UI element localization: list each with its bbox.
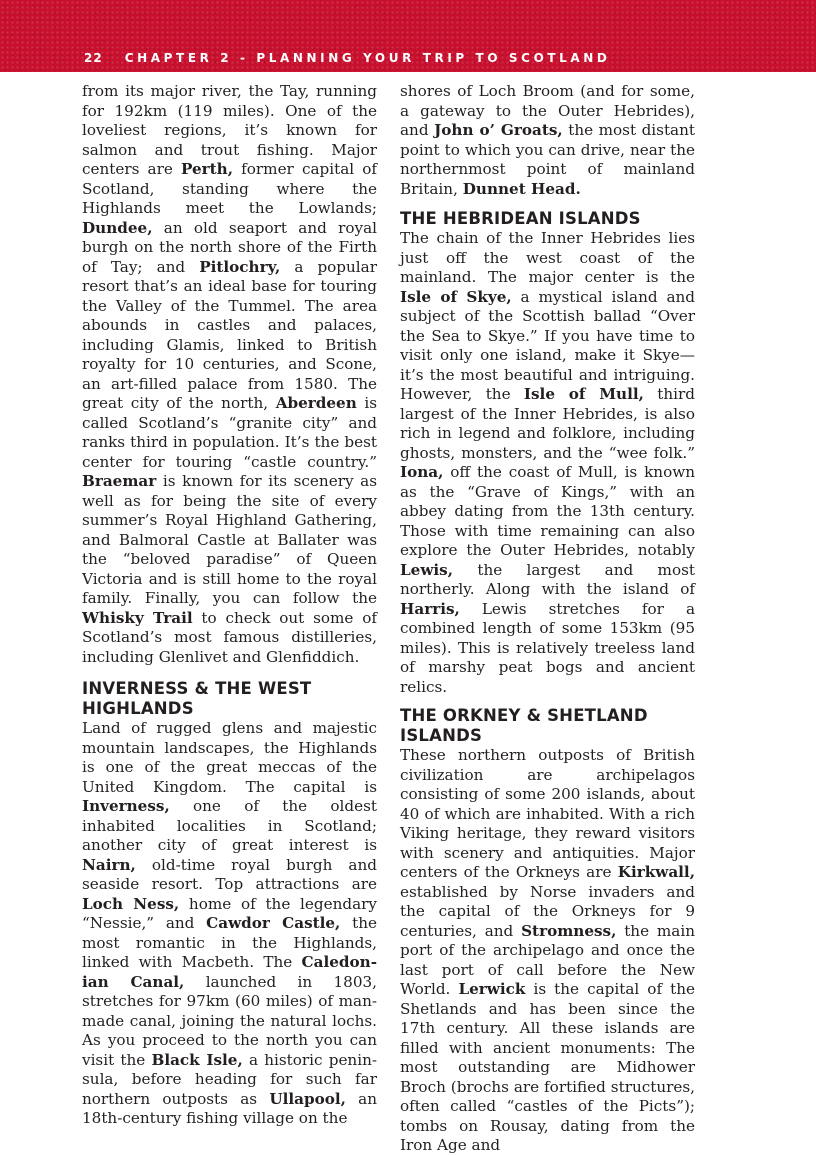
- bold-place-name: Cawdor Castle,: [206, 914, 341, 932]
- paragraph-hebrides: [400, 229, 695, 697]
- bold-place-name: Stromness,: [521, 921, 617, 940]
- bold-place-name: Caledonian Canal,: [82, 953, 377, 991]
- text-run: is the capital of the Shetlands and has been since the 17th century. All these islands are filled with ancient monuments: The most outstanding are Midhower Broch (brochs are fortified structures, often called “castles of the Picts”); tombs on Rousay, dating from the Iron Age and: [400, 980, 695, 1154]
- text-run: These northern outposts of British civilization are archipelagos consisting of some 200 islands, about 40 of which are inhabited. With a rich Viking heritage, they reward visitors with scenery and antiquities. Major centers of the Orkneys are: [400, 746, 695, 881]
- text-run: an 18th-century fishing village on the: [82, 1089, 377, 1127]
- bold-place-name: Isle of Skye,: [400, 287, 512, 306]
- heading-orkney-shetland: THE ORKNEY & SHETLAND ISLANDS: [400, 706, 648, 745]
- bold-place-name: Ullapool,: [269, 1089, 346, 1108]
- text-run: an old seaport and royal burgh on the north shore of the Firth of Tay; and: [82, 218, 377, 276]
- bold-place-name: Perth,: [180, 160, 234, 178]
- text-run: launched in 1803, stretches for 97km (60 miles) of man-made canal, joining the natural lochs. As you proceed to the north you can visit the: [82, 972, 377, 1069]
- text-run: shores of Loch Broom (and for some, a gateway to the Outer Hebrides), and: [400, 82, 695, 139]
- bold-place-name: Lerwick: [458, 980, 526, 998]
- text-run: home of the legendary “Nessie,” and: [82, 894, 377, 932]
- bold-place-name: Dunnet Head.: [462, 179, 581, 198]
- text-run: the most distant point to which you can drive, near the northernmost point of mainland Britain,: [400, 121, 695, 198]
- bold-place-name: Dundee,: [82, 218, 153, 237]
- bold-place-name: Black Isle,: [151, 1050, 243, 1069]
- text-run: Lewis stretches for a combined length of some 153km (95 miles). This is relatively treeless land of marshy peat bogs and ancient relics.: [400, 599, 695, 696]
- text-run: off the coast of Mull, is known as the “Grave of Kings,” with an abbey dating from the 13th century. Those with time remaining can also explore the Outer Hebrides, notably: [400, 463, 695, 559]
- bold-place-name: Whisky Trail: [82, 608, 193, 627]
- page-number: 22: [84, 51, 103, 65]
- heading-inverness-west-highlands: INVERNESS & THE WEST HIGHLANDS: [82, 679, 312, 718]
- heading-hebridean-islands: THE HEBRIDEAN ISLANDS: [400, 209, 641, 228]
- text-run: the main port of the archipelago and once the last port of call before the New World.: [400, 921, 695, 998]
- paragraph-highlands: [82, 719, 377, 1129]
- bold-place-name: Braemar: [82, 472, 157, 490]
- text-run: former capital of Scotland, standing where the Highlands meet the Lowlands;: [82, 160, 377, 217]
- paragraph-tayside: [82, 82, 377, 667]
- text-run: a popular resort that’s an ideal base for touring the Valley of the Tummel. The area abounds in castles and palaces, including Glamis, linked to British royalty for 10 centuries, and Scone, an art-filled palace from 1580. The great city of the north,: [82, 257, 377, 412]
- bold-place-name: Iona,: [400, 463, 444, 481]
- text-run: old-time royal burgh and seaside resort. Top attractions are: [82, 855, 377, 893]
- bold-place-name: Inverness,: [82, 797, 170, 815]
- bold-place-name: Isle of Mull,: [523, 385, 644, 403]
- bold-place-name: Nairn,: [82, 855, 136, 874]
- bold-place-name: Harris,: [400, 599, 460, 618]
- text-run: established by Norse invaders and the capital of the Orkneys for 9 centuries, and: [400, 882, 695, 940]
- text-run: The chain of the Inner Hebrides lies just off the west coast of the mainland. The major center is the: [400, 229, 695, 286]
- text-run: the most romantic in the Highlands, linked with Macbeth. The: [82, 914, 377, 971]
- text-run: a historic peninsula, before heading for such far northern outposts as: [82, 1050, 377, 1108]
- right-column: [400, 82, 695, 1156]
- bold-place-name: Aberdeen: [275, 394, 357, 412]
- bold-place-name: Kirkwall,: [617, 863, 695, 881]
- text-run: Land of rugged glens and majestic mountain landscapes, the Highlands is one of the great meccas of the United Kingdom. The capital is: [82, 719, 377, 796]
- text-run: one of the oldest inhabited localities in Scotland; another city of great interest is: [82, 797, 377, 854]
- bold-place-name: John o’ Groats,: [434, 121, 563, 139]
- text-run: the largest and most northerly. Along with the island of: [400, 560, 695, 598]
- text-run: to check out some of Scotland’s most famous distilleries, including Glenlivet and Glenfiddich.: [82, 608, 377, 666]
- running-head: [84, 50, 611, 66]
- chapter-title: CHAPTER 2 - PLANNING YOUR TRIP TO SCOTLAND: [124, 51, 611, 65]
- text-run: is known for its scenery as well as for being the site of every summer’s Royal Highland Gathering, and Balmoral Castle at Ballater was the “beloved paradise” of Queen Victoria and is still home to the royal family. Finally, you can follow the: [82, 472, 377, 607]
- text-run: a mystical island and subject of the Scottish ballad “Over the Sea to Skye.” If you have time to visit only one island, make it Skye—it’s the most beautiful and intriguing. However, the: [400, 287, 695, 403]
- text-run: from its major river, the Tay, running for 192km (119 miles). One of the loveliest regions, it’s known for salmon and trout fishing. Major centers are: [82, 82, 377, 178]
- text-run: is called Scotland’s “granite city” and ranks third in population. It’s the best center for touring “castle country.”: [82, 394, 377, 471]
- paragraph-orkney-shetland: [400, 746, 695, 1156]
- left-column: [82, 82, 377, 1129]
- bold-place-name: Loch Ness,: [82, 894, 180, 913]
- bold-place-name: Pitlochry,: [199, 257, 281, 276]
- page-header: [0, 0, 816, 72]
- paragraph-far-north: [400, 82, 695, 199]
- text-run: third largest of the Inner Hebrides, is also rich in legend and folklore, including ghosts, monsters, and the “wee folk.”: [400, 385, 695, 462]
- bold-place-name: Lewis,: [400, 560, 454, 579]
